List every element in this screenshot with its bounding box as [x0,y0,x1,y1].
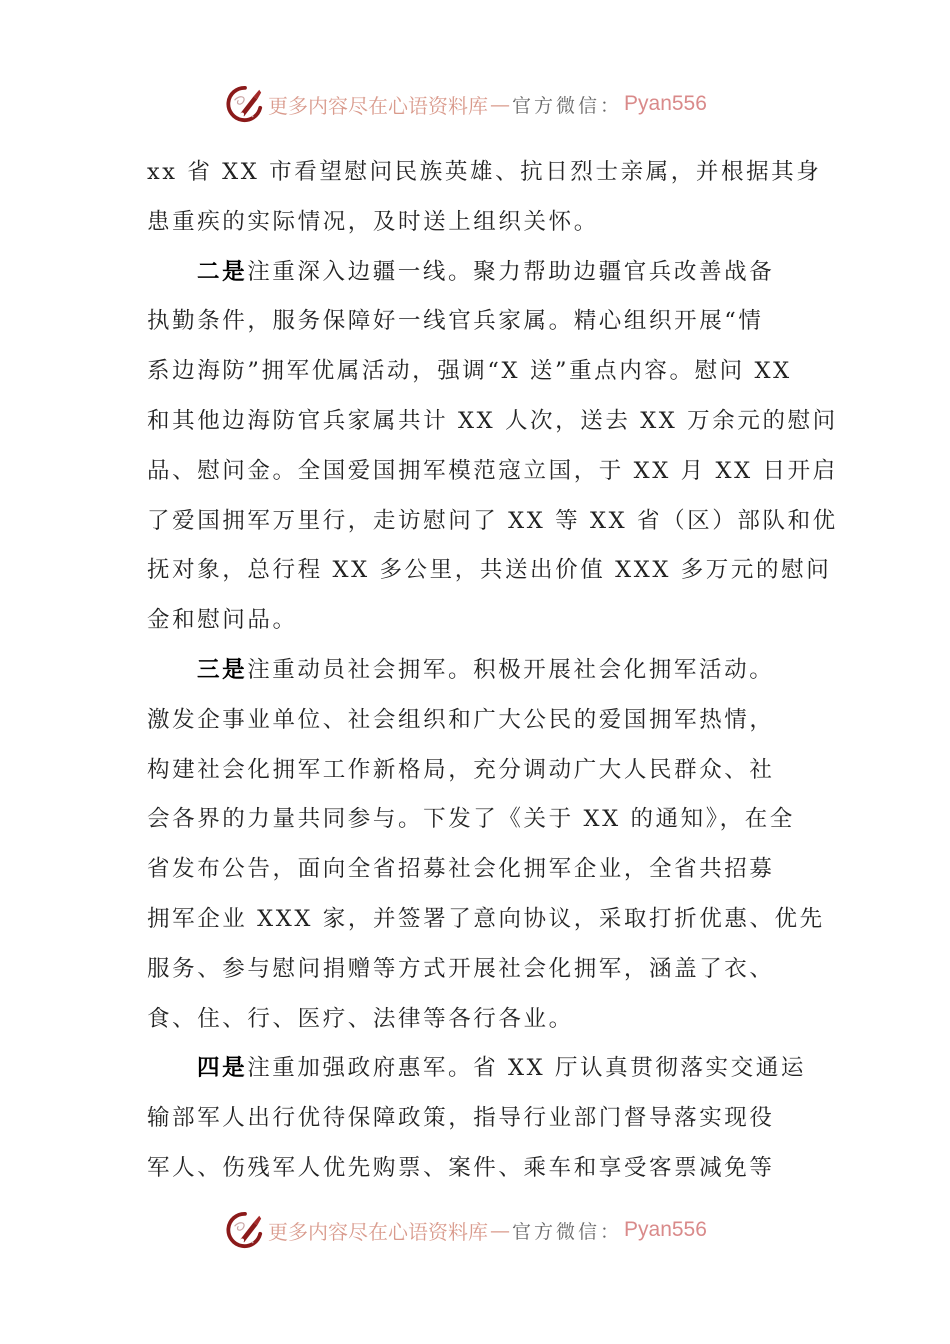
paragraph-lead-bold: 三是 [197,656,248,683]
banner-dash: — [490,1218,510,1242]
footer-watermark-banner [226,1208,707,1252]
text-line: 和其他边海防官兵家属共计 XX 人次，送去 XX 万余元的慰问 [147,407,838,434]
text-line: 服务、参与慰问捐赠等方式开展社会化拥军，涵盖了衣、 [147,955,775,982]
quill-pen-logo-icon [226,85,264,123]
paragraph-lead-bold: 四是 [197,1055,248,1082]
text-line: 构建社会化拥军工作新格局，充分调动广大人民群众、社 [147,756,775,783]
banner-dash: — [490,92,510,116]
text-line: 会各界的力量共同参与。下发了《关于 XX 的通知》，在全 [147,806,795,833]
text-line: 执勤条件，服务保障好一线官兵家属。精心组织开展“情 [147,308,764,335]
paragraph-start-line: 三是注重动员社会拥军。积极开展社会化拥军活动。 [197,656,775,683]
banner-wechat-label: 官方微信： [512,94,623,117]
paragraph-lead-bold: 二是 [197,258,248,285]
banner-main-text: 更多内容尽在心语资料库 [268,1219,488,1244]
text-line: 金和慰问品。 [147,607,298,634]
text-line: 抚对象，总行程 XX 多公里，共送出价值 XXX 多万元的慰问 [147,557,832,584]
text-line: 患重疾的实际情况，及时送上组织关怀。 [147,208,599,235]
text-line: 激发企事业单位、社会组织和广大公民的爱国拥军热情， [147,706,775,733]
quill-pen-logo-icon [226,1211,264,1249]
text-line: 输部军人出行优待保障政策，指导行业部门督导落实现役 [147,1105,775,1132]
text-line: xx 省 XX 市看望慰问民族英雄、抗日烈士亲属，并根据其身 [147,159,822,185]
paragraph-start-line: 四是注重加强政府惠军。省 XX 厅认真贯彻落实交通运 [197,1055,806,1082]
paragraph-start-line: 二是注重深入边疆一线。聚力帮助边疆官兵改善战备 [197,258,775,285]
document-body [147,148,838,1194]
text-line: 军人、伤残军人优先购票、案件、乘车和享受客票减免等 [147,1154,775,1181]
text-line: 食、住、行、医疗、法律等各行各业。 [147,1005,574,1032]
text-line: 了爱国拥军万里行，走访慰问了 XX 等 XX 省（区）部队和优 [147,507,838,534]
text-line: 系边海防”拥军优属活动，强调“X 送”重点内容。慰问 XX [147,358,792,385]
banner-wechat-label: 官方微信： [512,1220,623,1243]
banner-wechat-id: Pyan556 [624,1218,707,1241]
text-line: 拥军企业 XXX 家，并签署了意向协议，采取打折优惠、优先 [147,905,825,932]
banner-main-text: 更多内容尽在心语资料库 [268,93,488,118]
banner-wechat-id: Pyan556 [624,92,707,115]
header-watermark-banner [226,82,707,126]
text-line: 省发布公告，面向全省招募社会化拥军企业，全省共招募 [147,856,775,883]
text-line: 品、慰问金。全国爱国拥军模范寇立国，于 XX 月 XX 日开启 [147,457,838,484]
